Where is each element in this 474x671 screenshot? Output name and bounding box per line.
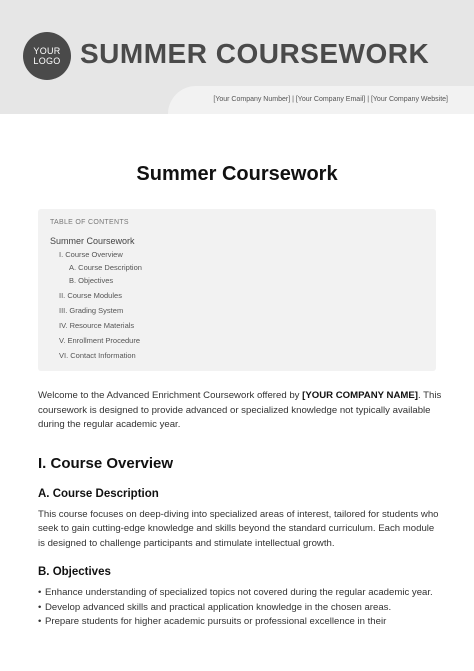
toc-item[interactable]: VI. Contact Information [59,351,136,360]
company-name-placeholder: [YOUR COMPANY NAME] [302,390,418,401]
document-title: Summer Coursework [136,163,338,185]
company-contact-info: [Your Company Number] | [Your Company Email] | [Your Company Website] [213,96,448,103]
toc-item[interactable]: III. Grading System [59,306,124,315]
toc-item[interactable]: Summer Coursework [50,236,135,246]
toc-item[interactable]: I. Course Overview [59,250,123,259]
subsection-heading-course-description: A. Course Description [38,487,159,500]
course-description-text: This course focuses on deep-diving into specialized areas of interest, tailored for students who seek to gain cutting-edge knowledge and skills beyond the standard curriculum. Each module is designed to challenge participants and stimulate intellectual growth. [38,508,439,549]
toc-item[interactable]: IV. Resource Materials [59,321,135,330]
document-header [0,0,474,114]
logo-line-1: YOUR [33,46,61,56]
toc-item[interactable]: A. Course Description [69,263,142,272]
logo-line-2: LOGO [33,56,61,66]
intro-text-before: Welcome to the Advanced Enrichment Coursework offered by [38,390,303,401]
intro-text-after: . This coursework is designed to provide advanced or specialized knowledge not typically available during the regular academic year. [38,390,442,430]
list-item: • Develop advanced skills and practical application knowledge in the chosen areas. [38,601,442,616]
subsection-heading-objectives: B. Objectives [38,566,111,578]
document-body [38,389,442,630]
toc-item[interactable]: II. Course Modules [59,291,122,300]
intro-paragraph [38,389,442,433]
table-of-contents [38,209,436,371]
list-item: • Prepare students for higher academic pursuits or professional excellence in their [38,615,442,630]
toc-item[interactable]: B. Objectives [69,276,114,285]
company-logo [23,32,71,80]
toc-item[interactable]: V. Enrollment Procedure [59,336,141,345]
section-heading-course-overview: I. Course Overview [38,454,174,472]
header-title: SUMMER COURSEWORK [80,38,430,69]
list-item: • Enhance understanding of specialized topics not covered during the regular academic year. [38,586,442,601]
objectives-list [38,586,442,630]
toc-heading: TABLE OF CONTENTS [50,219,129,226]
